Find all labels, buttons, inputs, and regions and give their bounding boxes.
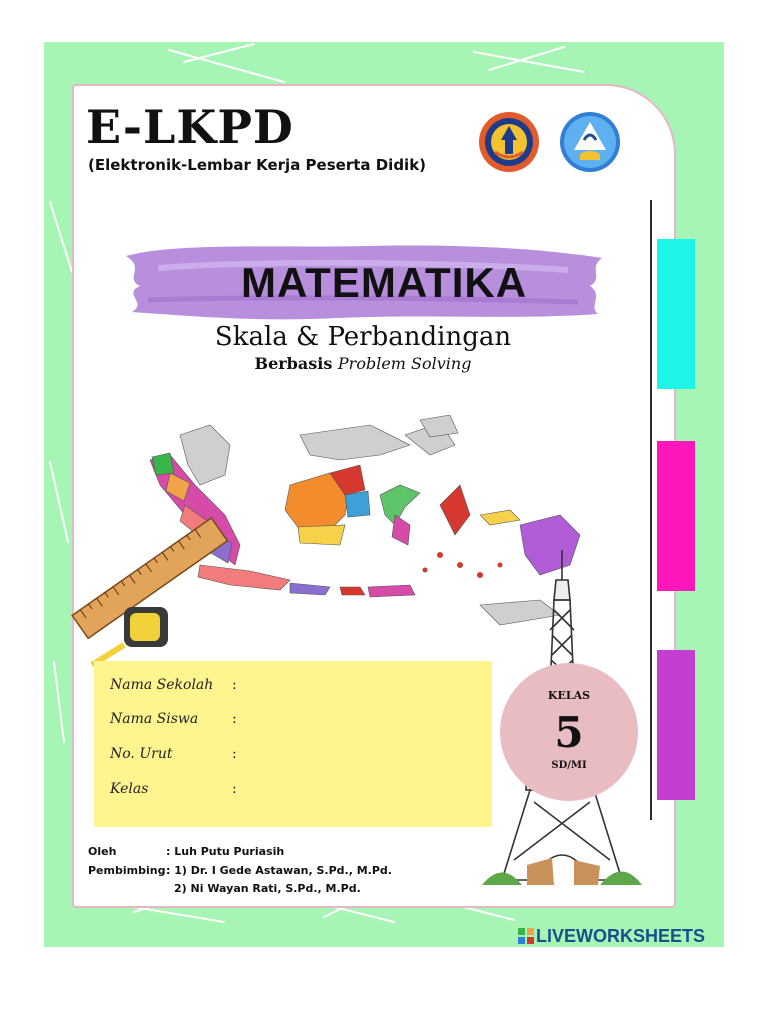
class-badge-number: 5 <box>554 708 584 757</box>
field-colon-number: : <box>232 746 237 762</box>
advisor-2: 2) Ni Wayan Rati, S.Pd., M.Pd. <box>174 882 361 895</box>
elkpd-subtitle: (Elektronik-Lembar Kerja Peserta Didik) <box>88 156 427 174</box>
field-label-class: Kelas <box>110 781 149 797</box>
liveworksheets-logo-icon <box>518 928 534 944</box>
subject-title: MATEMATIKA <box>240 259 528 306</box>
author-label: Oleh <box>88 845 117 858</box>
field-label-student: Nama Siswa <box>110 711 199 727</box>
method-prefix: Berbasis <box>254 354 333 373</box>
ruler-tape-illustration <box>62 505 242 675</box>
class-badge-level: SD/MI <box>551 760 587 771</box>
method-line <box>0 354 726 373</box>
advisor-1: : 1) Dr. I Gede Astawan, S.Pd., M.Pd. <box>166 864 392 877</box>
topic-subtitle: Skala & Perbandingan <box>214 322 512 352</box>
field-colon-student: : <box>232 711 237 727</box>
advisor-label: Pembimbing <box>88 864 166 877</box>
field-label-number: No. Urut <box>110 746 173 762</box>
university-seal-icon <box>477 110 541 174</box>
tab-pink <box>657 441 695 591</box>
class-badge-label: KELAS <box>547 689 591 702</box>
liveworksheets-brand[interactable]: LIVEWORKSHEETS <box>536 926 706 946</box>
field-colon-class: : <box>232 781 237 797</box>
elkpd-title: E-LKPD <box>86 100 294 154</box>
field-colon-school: : <box>232 677 237 693</box>
author-value: : Luh Putu Puriasih <box>166 845 285 858</box>
tut-wuri-handayani-icon <box>558 110 622 174</box>
tab-purple <box>657 650 695 800</box>
method-name: Problem Solving <box>337 354 472 373</box>
field-label-school: Nama Sekolah <box>110 677 214 693</box>
